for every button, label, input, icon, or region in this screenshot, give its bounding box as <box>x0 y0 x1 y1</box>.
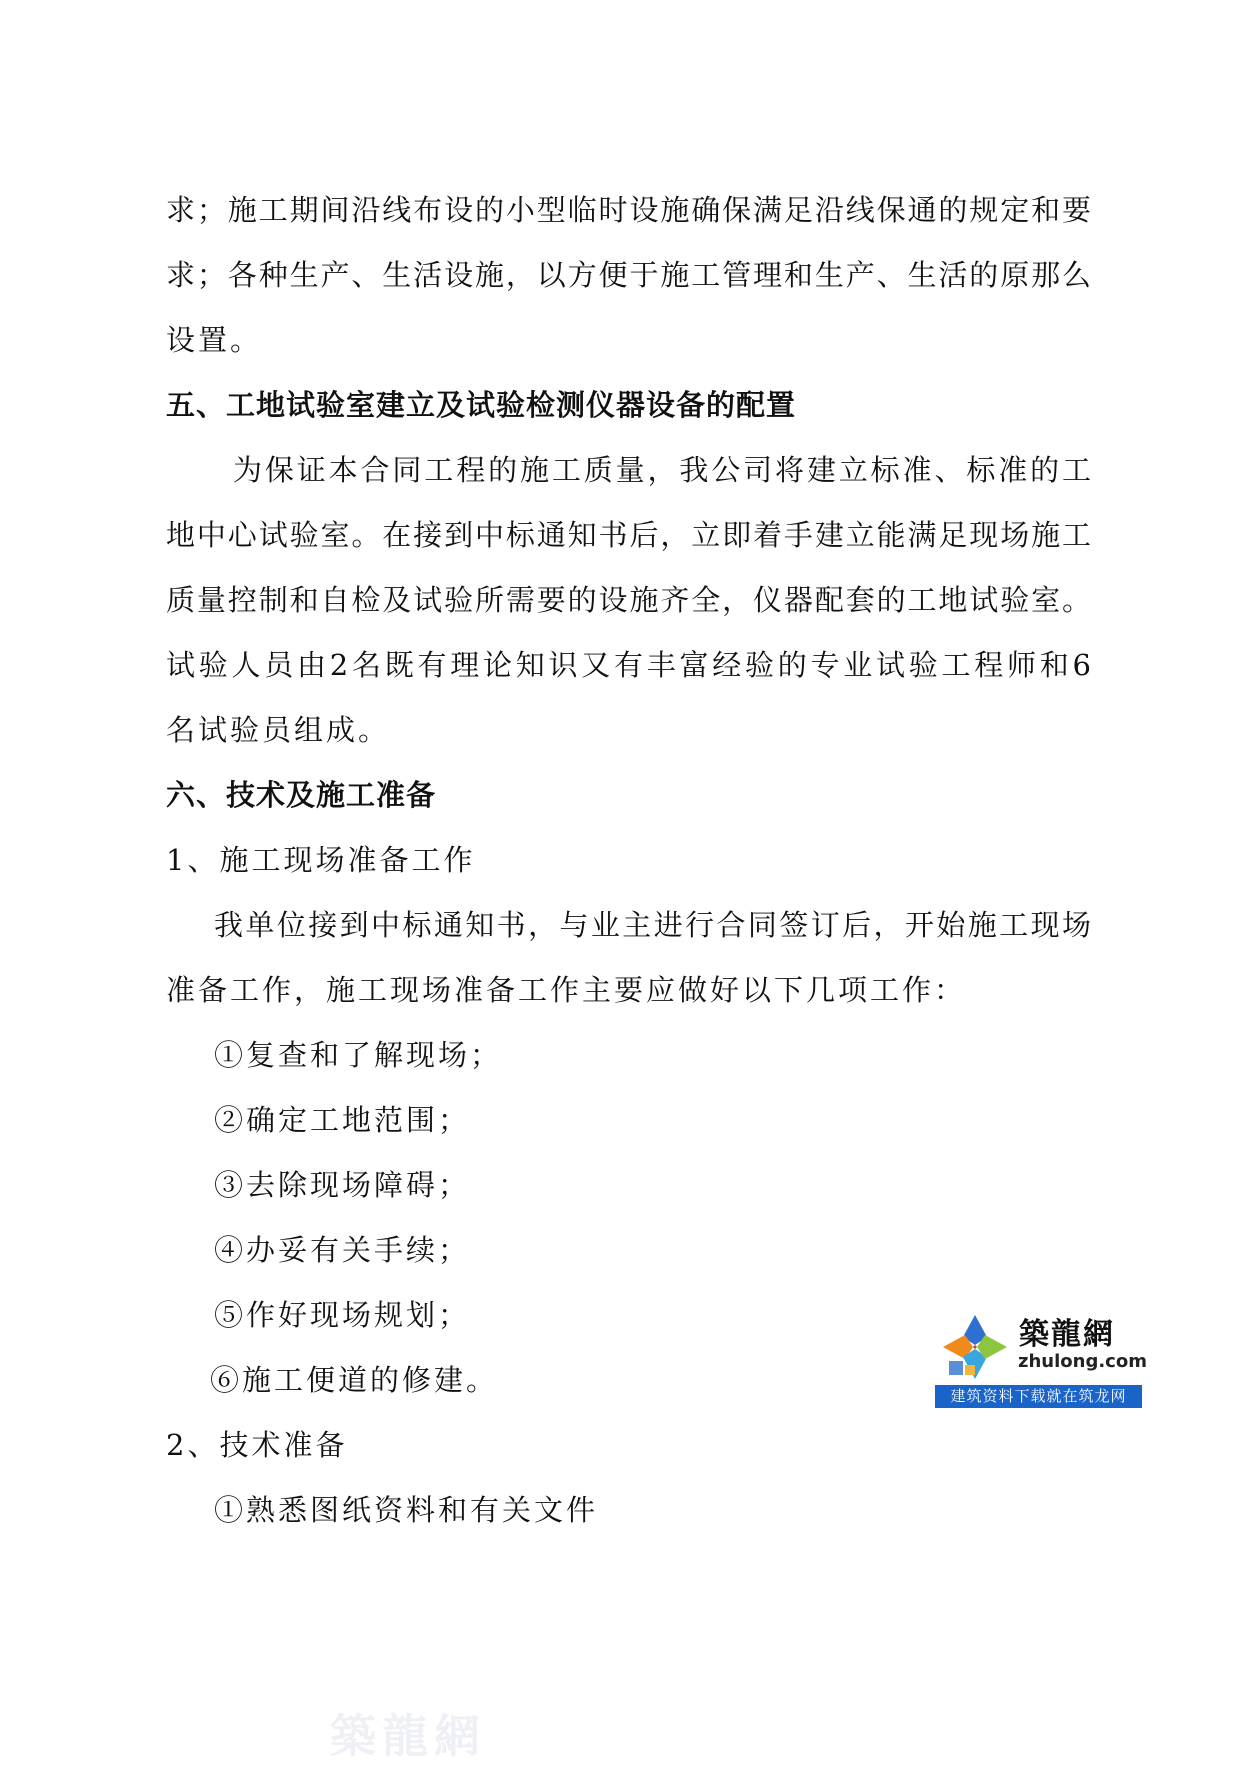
logo-slogan-banner: 建筑资料下载就在筑龙网 <box>935 1385 1142 1408</box>
list-item: ③去除现场障碍； <box>214 1168 471 1202</box>
list-item: ⑤作好现场规划； <box>214 1298 471 1332</box>
section-heading-6: 六、技术及施工准备 <box>166 778 437 812</box>
paragraph-line: 设置。 <box>166 323 263 357</box>
subheading-2: 2、技术准备 <box>166 1428 348 1462</box>
list-item: ④办妥有关手续； <box>214 1233 471 1267</box>
subheading-1: 1、施工现场准备工作 <box>166 843 476 877</box>
paragraph-line: 地中心试验室。在接到中标通知书后，立即着手建立能满足现场施工 <box>166 518 1091 552</box>
list-item: ②确定工地范围； <box>214 1103 471 1137</box>
paragraph-line: 为保证本合同工程的施工质量，我公司将建立标准、标准的工 <box>233 453 1091 487</box>
watermark: 築龍網 <box>330 1709 486 1763</box>
logo-name-cn: 築龍網 <box>1019 1317 1115 1352</box>
paragraph-line: 我单位接到中标通知书，与业主进行合同签订后，开始施工现场 <box>214 908 1091 942</box>
paragraph-line: 求；施工期间沿线布设的小型临时设施确保满足沿线保通的规定和要 <box>166 193 1091 227</box>
logo-name-en: zhulong.com <box>1018 1351 1147 1372</box>
paragraph-line: 质量控制和自检及试验所需要的设施齐全，仪器配套的工地试验室。 <box>166 583 1091 617</box>
paragraph-line: 准备工作，施工现场准备工作主要应做好以下几项工作： <box>166 973 967 1007</box>
zhulong-logo <box>935 1307 1147 1408</box>
zhulong-pinwheel-icon <box>935 1307 1015 1385</box>
paragraph-line: 名试验员组成。 <box>166 713 391 747</box>
paragraph-line: 试验人员由2名既有理论知识又有丰富经验的专业试验工程师和6 <box>166 648 1091 682</box>
list-item: ⑥施工便道的修建。 <box>210 1363 499 1397</box>
paragraph-line: 求；各种生产、生活设施，以方便于施工管理和生产、生活的原那么 <box>166 258 1091 292</box>
section-heading-5: 五、工地试验室建立及试验检测仪器设备的配置 <box>166 388 797 422</box>
list-item: ①熟悉图纸资料和有关文件 <box>214 1493 599 1527</box>
list-item: ①复查和了解现场； <box>214 1038 503 1072</box>
